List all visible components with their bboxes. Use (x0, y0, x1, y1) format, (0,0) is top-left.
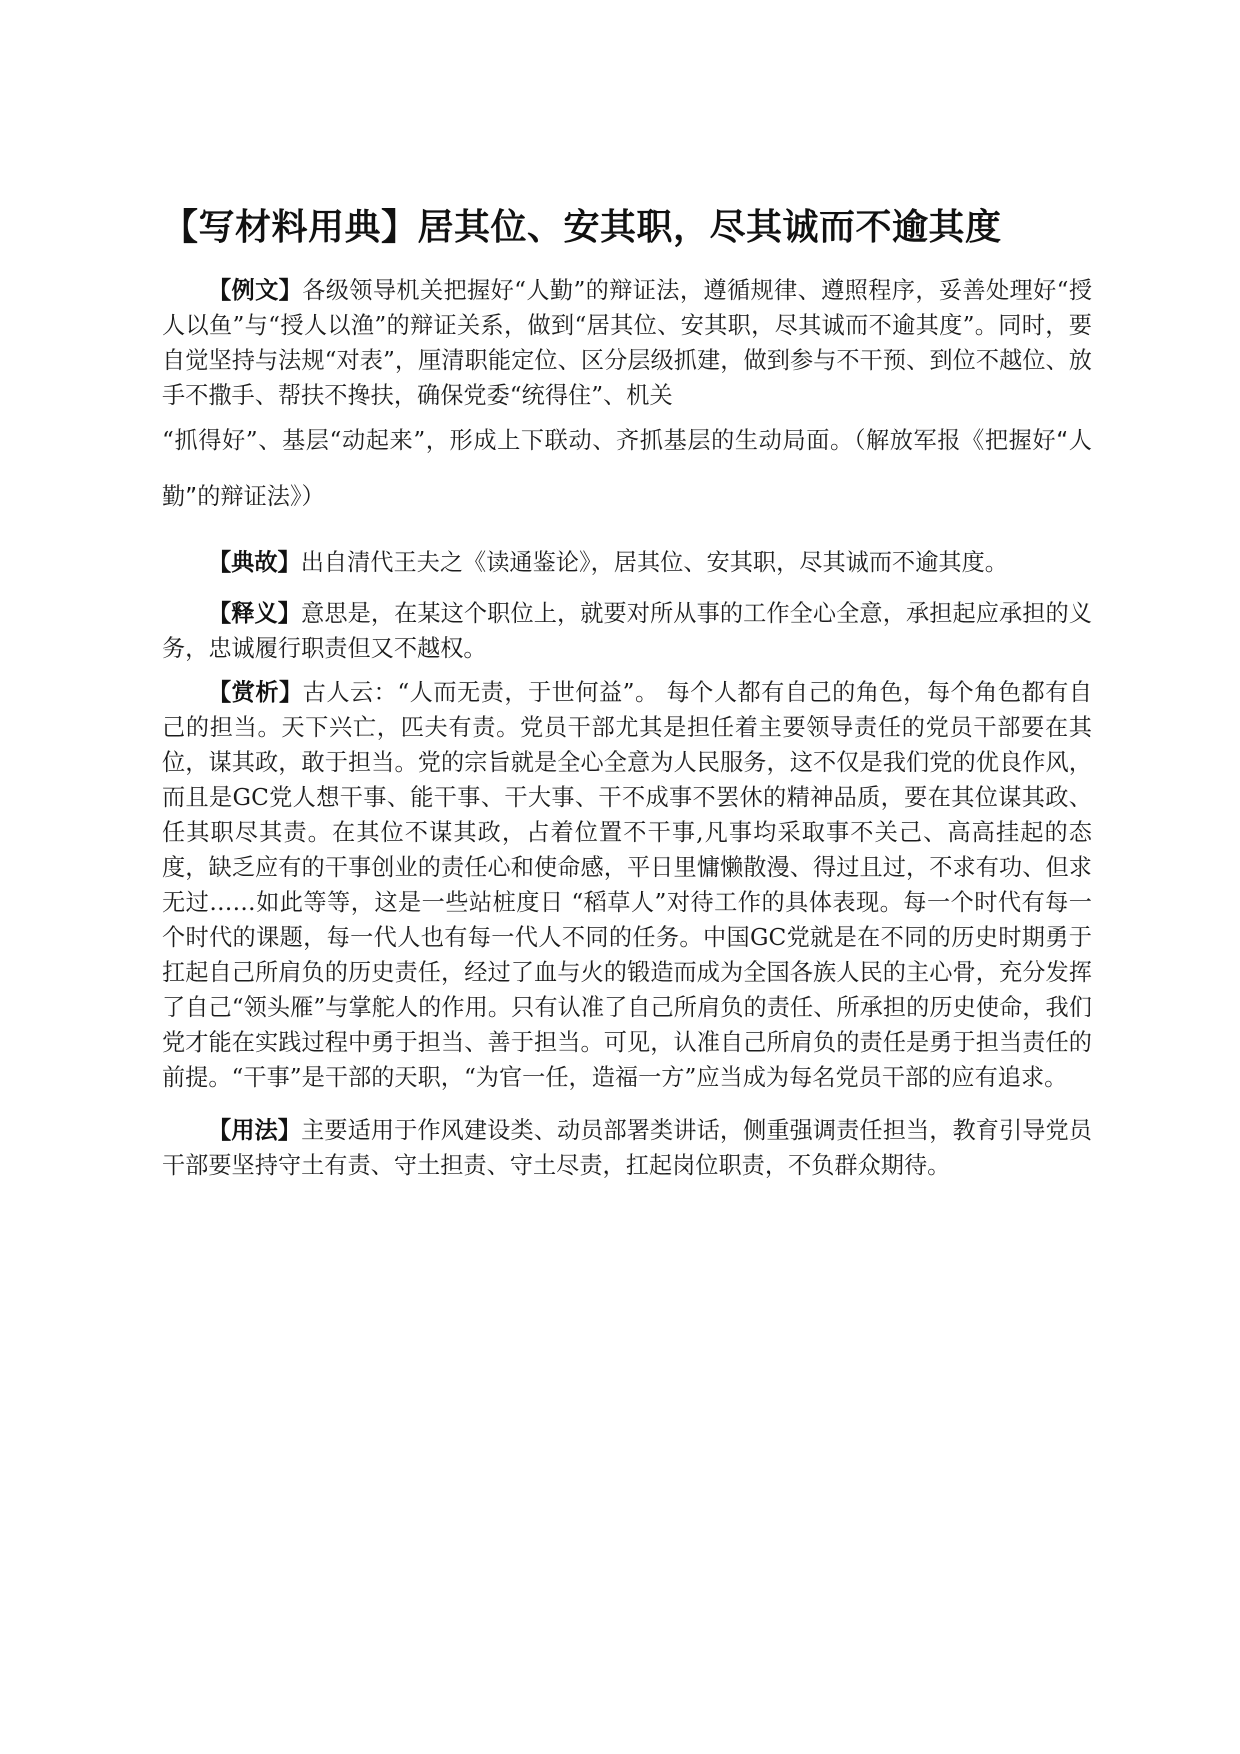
allusion-paragraph (162, 545, 1092, 580)
example-tag: 【例文】 (208, 277, 303, 304)
meaning-text: 意思是，在某这个职位上，就要对所从事的工作全心全意，承担起应承担的义务，忠诚履行职责但又不越权。 (162, 600, 1092, 662)
meaning-tag: 【释义】 (208, 600, 302, 627)
example-paragraph (162, 273, 1092, 413)
page-title: 【写材料用典】居其位、安其职，尽其诚而不逾其度 (162, 207, 1002, 248)
meaning-paragraph (162, 596, 1092, 666)
meaning-section (162, 596, 1092, 666)
example-section (162, 273, 1092, 525)
example-source: （解放军报《把握好“人勤”的辩证法》） (162, 427, 1092, 510)
allusion-section (162, 545, 1092, 580)
appreciation-tag: 【赏析】 (208, 679, 303, 706)
example-paragraph-continued (162, 413, 1092, 525)
example-text: 各级领导机关把握好“人勤”的辩证法，遵循规律、遵照程序，妥善处理好“授人以鱼”与“授人以渔”的辩证关系，做到“居其位、安其职，尽其诚而不逾其度”。同时，要自觉坚持与法规“对表”，厘清职能定位、区分层级抓建，做到参与不干预、到位不越位、放手不撒手、帮扶不搀扶，确保党委“统得住”、机关 (162, 277, 1093, 409)
usage-paragraph (162, 1113, 1092, 1183)
usage-section (162, 1113, 1092, 1183)
appreciation-text: 古人云：“人而无责，于世何益”。 每个人都有自己的角色，每个角色都有自己的担当。天下兴亡，匹夫有责。党员干部尤其是担任着主要领导责任的党员干部要在其位，谋其政，敢于担当。党的宗旨就是全心全意为人民服务，这不仅是我们党的优良作风，而且是GC党人想干事、能干事、干大事、干不成事不罢休的精神品质，要在其位谋其政、任其职尽其责。在其位不谋其政，占着位置不干事,凡事均采取事不关己、高高挂起的态度，缺乏应有的干事创业的责任心和使命感，平日里慵懒散漫、得过且过，不求有功、但求无过……如此等等，这是一些站桩度日 “稻草人”对待工作的具体表现。每一个时代有每一个时代的课题，每一代人也有每一代人不同的任务。中国GC党就是在不同的历史时期勇于扛起自己所肩负的历史责任，经过了血与火的锻造而成为全国各族人民的主心骨，充分发挥了自己“领头雁”与掌舵人的作用。只有认准了自己所肩负的责任、所承担的历史使命，我们党才能在实践过程中勇于担当、善于担当。可见，认准自己所肩负的责任是勇于担当责任的前提。“干事”是干部的天职，“为官一任，造福一方”应当成为每名党员干部的应有追求。 (162, 679, 1093, 1091)
usage-tag: 【用法】 (208, 1117, 302, 1144)
allusion-tag: 【典故】 (208, 549, 301, 576)
usage-text: 主要适用于作风建设类、动员部署类讲话，侧重强调责任担当，教育引导党员干部要坚持守土有责、守土担责、守土尽责，扛起岗位职责，不负群众期待。 (162, 1117, 1092, 1179)
appreciation-paragraph (162, 675, 1092, 1095)
allusion-text: 出自清代王夫之《读通鉴论》，居其位、安其职，尽其诚而不逾其度。 (300, 549, 1008, 576)
appreciation-section (162, 675, 1092, 1095)
example-text-continued: “抓得好”、基层“动起来”，形成上下联动、齐抓基层的生动局面。 (162, 427, 854, 454)
